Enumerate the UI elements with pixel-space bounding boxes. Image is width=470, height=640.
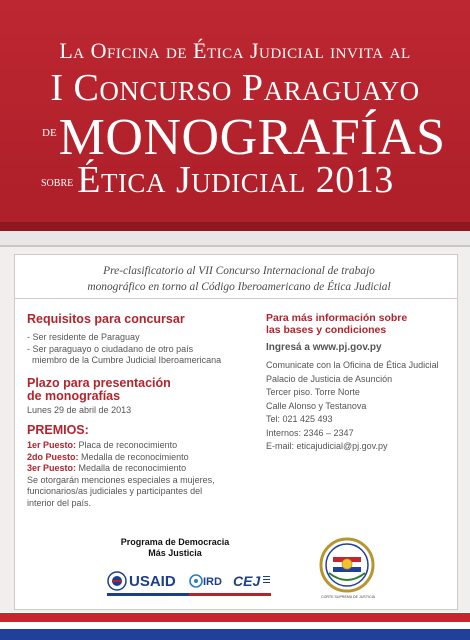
program-line-1: Programa de Democracia — [120, 537, 230, 547]
plazo-heading-1: Plazo para presentación — [27, 376, 171, 390]
premios-list — [27, 440, 215, 509]
info-website-link[interactable]: Ingresá a www.pj.gov.py — [266, 342, 382, 353]
info-line: Tercer piso. Torre Norte — [266, 387, 360, 397]
usaid-logo — [107, 570, 187, 592]
plazo-heading-2: de monografías — [27, 389, 121, 403]
header-line-4-title: Ética Judicial 2013 — [77, 159, 394, 201]
prize-place: 2do Puesto: — [27, 451, 79, 462]
intro-text — [59, 263, 419, 295]
header-line-3-prefix: de — [42, 124, 57, 140]
usaid-wordmark: USAID — [129, 573, 176, 590]
flag-stripe-blue — [0, 629, 470, 640]
header-line-2: I Concurso Paraguayo — [50, 67, 420, 109]
requisitos-heading: Requisitos para concursar — [27, 312, 185, 326]
requisitos-list — [27, 332, 221, 367]
prize-item — [27, 463, 215, 475]
premios-heading: PREMIOS: — [27, 423, 89, 437]
header-line-3-title: MONOGRAFÍAS — [58, 109, 446, 166]
info-heading-2: las bases y condiciones — [266, 324, 387, 336]
info-heading-1: Para más información sobre — [266, 312, 408, 324]
ird-wordmark: IRD — [203, 576, 222, 588]
info-line: Tel: 021 425 493 — [266, 414, 333, 424]
premios-note-line: funcionarios/as judiciales y participantes del — [27, 486, 203, 496]
flag-stripe-red — [0, 613, 470, 622]
requisito-item: - Ser paraguayo o ciudadano de otro país — [27, 343, 194, 354]
program-name — [105, 537, 245, 559]
card-divider — [15, 298, 457, 299]
premios-note-line: interior del país. — [27, 497, 92, 508]
cej-logo — [233, 571, 271, 591]
info-line: Calle Alonso y Testanova — [266, 400, 367, 411]
sponsor-logos — [107, 568, 271, 594]
premios-note-line: Se otorgarán menciones especiales a mujeres, — [27, 474, 215, 485]
sponsor-logos-underline — [107, 593, 271, 596]
header-line-4-prefix: sobre — [41, 175, 74, 190]
info-contact — [266, 359, 439, 454]
cej-wordmark: CEJ — [233, 573, 261, 589]
info-line: Palacio de Justicia de Asunción — [266, 373, 393, 384]
seal-caption: CORTE SUPREMA DE JUSTICIA — [320, 595, 376, 599]
info-line: Internos: 2346 – 2347 — [266, 427, 354, 438]
plazo-date: Lunes 29 de abril de 2013 — [27, 405, 132, 415]
ird-logo — [189, 572, 229, 590]
banner-shadow — [0, 222, 470, 231]
prize-name: Medalla de reconocimiento — [81, 451, 189, 462]
info-email[interactable]: E-mail: eticajudicial@pj.gov.py — [266, 441, 388, 451]
prize-name: Placa de reconocimiento — [78, 440, 178, 450]
header-line-4 — [41, 158, 394, 202]
prize-name: Medalla de reconocimiento — [78, 463, 187, 473]
prize-item — [27, 452, 215, 464]
intro-line-2: monográfico en torno al Código Iberoamericano de Ética Judicial — [87, 281, 391, 293]
grey-strip — [0, 231, 470, 245]
flag-stripe-white — [0, 622, 470, 629]
requisito-item: - Ser residente de Paraguay — [27, 332, 140, 342]
prize-place: 3er Puesto: — [27, 463, 77, 473]
prize-item — [27, 440, 215, 452]
requisito-item: miembro de la Cumbre Judicial Iberoamericana — [27, 355, 222, 365]
intro-line-1: Pre-clasificatorio al VII Concurso Internacional de trabajo — [103, 265, 375, 277]
content-card — [14, 254, 458, 610]
program-line-2: Más Justicia — [148, 548, 202, 558]
header-line-1: La Oficina de Ética Judicial invita al — [59, 38, 411, 63]
prize-place: 1er Puesto: — [27, 440, 77, 450]
supreme-court-seal-icon — [315, 535, 379, 599]
info-line: Comunicate con la Oficina de Ética Judicial — [266, 360, 439, 370]
